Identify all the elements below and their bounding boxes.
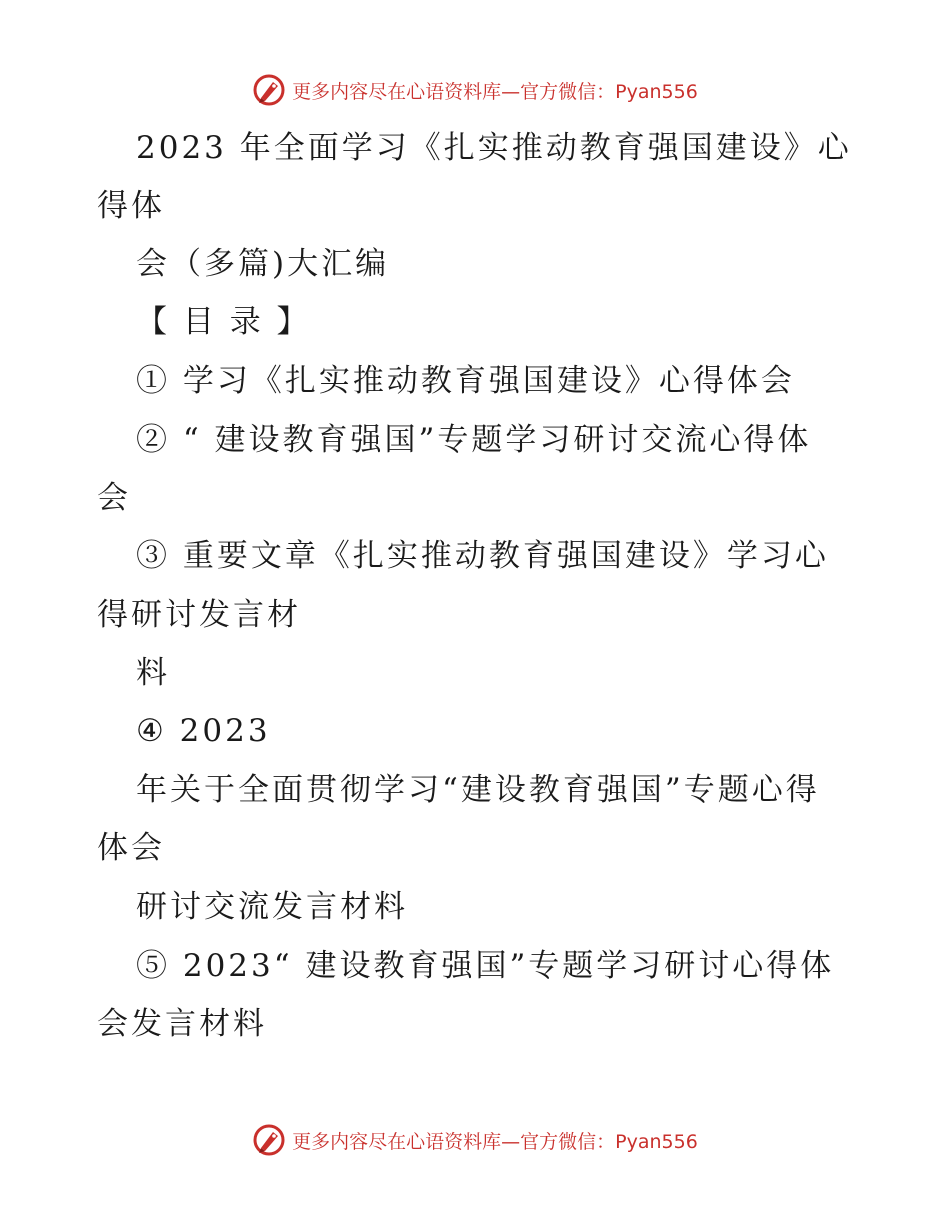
toc-item-3-line-3: 料 bbox=[136, 655, 170, 691]
toc-item-4-line-2: 年关于全面贯彻学习“建设教育强国”专题心得 bbox=[136, 772, 820, 808]
toc-heading: 【 目 录 】 bbox=[136, 304, 311, 340]
pen-nib-logo-icon bbox=[252, 73, 286, 107]
banner-main-text: 更多内容尽在心语资料库 bbox=[292, 80, 502, 103]
toc-item-2-line-1: ② “ 建设教育强国”专题学习研讨交流心得体 bbox=[136, 422, 812, 458]
banner-dash: — bbox=[501, 1130, 521, 1153]
toc-item-4-line-1: ④ 2023 bbox=[136, 713, 271, 749]
toc-item-3-line-1: ③ 重要文章《扎实推动教育强国建设》学习心 bbox=[136, 538, 829, 574]
toc-item-3-line-2: 得研讨发言材 bbox=[97, 597, 301, 633]
doc-title-line-3: 会（多篇)大汇编 bbox=[136, 246, 390, 282]
banner-wechat-text: 官方微信：Pyan556 bbox=[520, 80, 698, 103]
toc-item-2-line-2: 会 bbox=[97, 480, 131, 516]
pen-nib-logo-icon bbox=[252, 1123, 286, 1157]
banner-main-text: 更多内容尽在心语资料库 bbox=[292, 1130, 502, 1153]
toc-item-1: ① 学习《扎实推动教育强国建设》心得体会 bbox=[136, 363, 795, 399]
banner-dash: — bbox=[501, 80, 521, 103]
header-banner bbox=[0, 70, 950, 110]
toc-item-4-line-3: 体会 bbox=[97, 830, 165, 866]
doc-title-line-1: 2023 年全面学习《扎实推动教育强国建设》心 bbox=[136, 130, 852, 166]
banner-text bbox=[292, 77, 698, 104]
toc-item-5-line-1: ⑤ 2023“ 建设教育强国”专题学习研讨心得体 bbox=[136, 948, 835, 984]
footer-banner bbox=[0, 1120, 950, 1160]
banner-text bbox=[292, 1127, 698, 1154]
banner-wechat-text: 官方微信：Pyan556 bbox=[520, 1130, 698, 1153]
doc-title-line-2: 得体 bbox=[97, 188, 165, 224]
toc-item-5-line-2: 会发言材料 bbox=[97, 1006, 267, 1042]
toc-item-4-line-4: 研讨交流发言材料 bbox=[136, 889, 408, 925]
